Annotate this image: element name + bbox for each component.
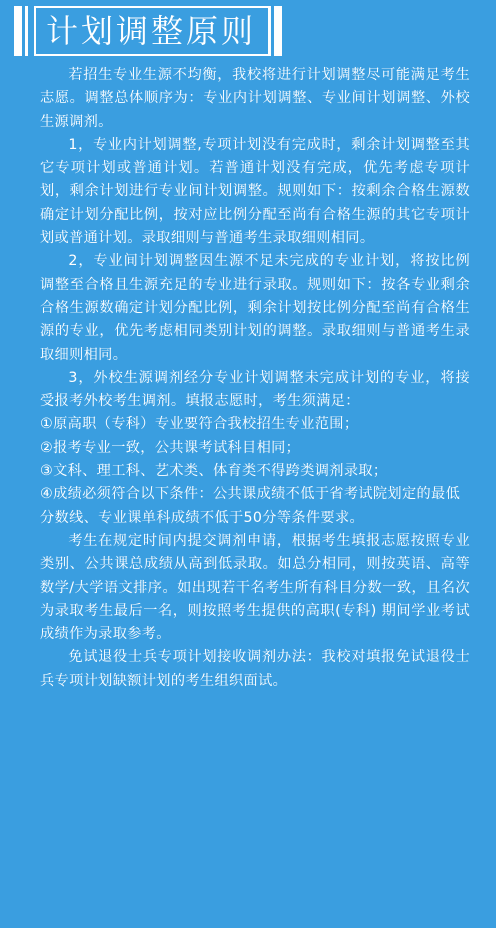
intro-paragraph: 若招生专业生源不均衡，我校将进行计划调整尽可能满足考生志愿。调整总体顺序为：专业内计划调整、专业间计划调整、外校生源调剂。 xyxy=(40,67,470,130)
content-body xyxy=(40,64,470,693)
condition-2: ②报考专业一致，公共课考试科目相同； xyxy=(40,439,301,456)
condition-3: ③文科、理工科、艺术类、体育类不得跨类调剂录取； xyxy=(40,463,388,480)
page-title: 计划调整原则 xyxy=(46,12,257,50)
veteran-paragraph: 免试退役士兵专项计划接收调剂办法：我校对填报免试退役士兵专项计划缺额计划的考生组织面试。 xyxy=(40,649,470,689)
rule-2-paragraph: 2，专业间计划调整因生源不足未完成的专业计划，将按比例调整至合格且生源充足的专业进行录取。规则如下：按各专业剩余合格生源数确定计划分配比例，剩余计划按比例分配至尚有合格生源的专业，优先考虑相同类别计划的调整。录取细则与普通考生录取细则相同。 xyxy=(40,253,470,363)
title-bar-left-thin xyxy=(25,6,28,56)
title-bar-left-thick xyxy=(14,6,22,56)
condition-1: ①原高职（专科）专业要符合我校招生专业范围； xyxy=(40,416,359,433)
title-banner xyxy=(14,6,282,56)
condition-4: ④成绩必须符合以下条件：公共课成绩不低于省考试院划定的最低分数线、专业课单科成绩不低于50分等条件要求。 xyxy=(40,486,461,526)
title-bar-right-thick xyxy=(274,6,282,56)
title-bar-right-thin xyxy=(268,6,271,56)
ranking-paragraph: 考生在规定时间内提交调剂申请，根据考生填报志愿按照专业类别、公共课总成绩从高到低录取。如总分相同，则按英语、高等数学/大学语文排序。如出现若干名考生所有科目分数一致，且名次为录取考生最后一名，则按照考生提供的高职(专科) 期间学业考试成绩作为录取参考。 xyxy=(40,532,470,643)
title-box xyxy=(34,6,268,56)
rule-3-paragraph: 3，外校生源调剂经分专业计划调整未完成计划的专业，将接受报考外校考生调剂。填报志愿时，考生须满足： xyxy=(40,369,470,410)
rule-1-paragraph: 1，专业内计划调整,专项计划没有完成时，剩余计划调整至其它专项计划或普通计划。若普通计划没有完成，优先考虑专项计划，剩余计划进行专业间计划调整。规则如下：按剩余合格生源数确定计划分配比例，按对应比例分配至尚有合格生源的其它专项计划或普通计划。录取细则与普通考生录取细则相同。 xyxy=(40,136,470,247)
